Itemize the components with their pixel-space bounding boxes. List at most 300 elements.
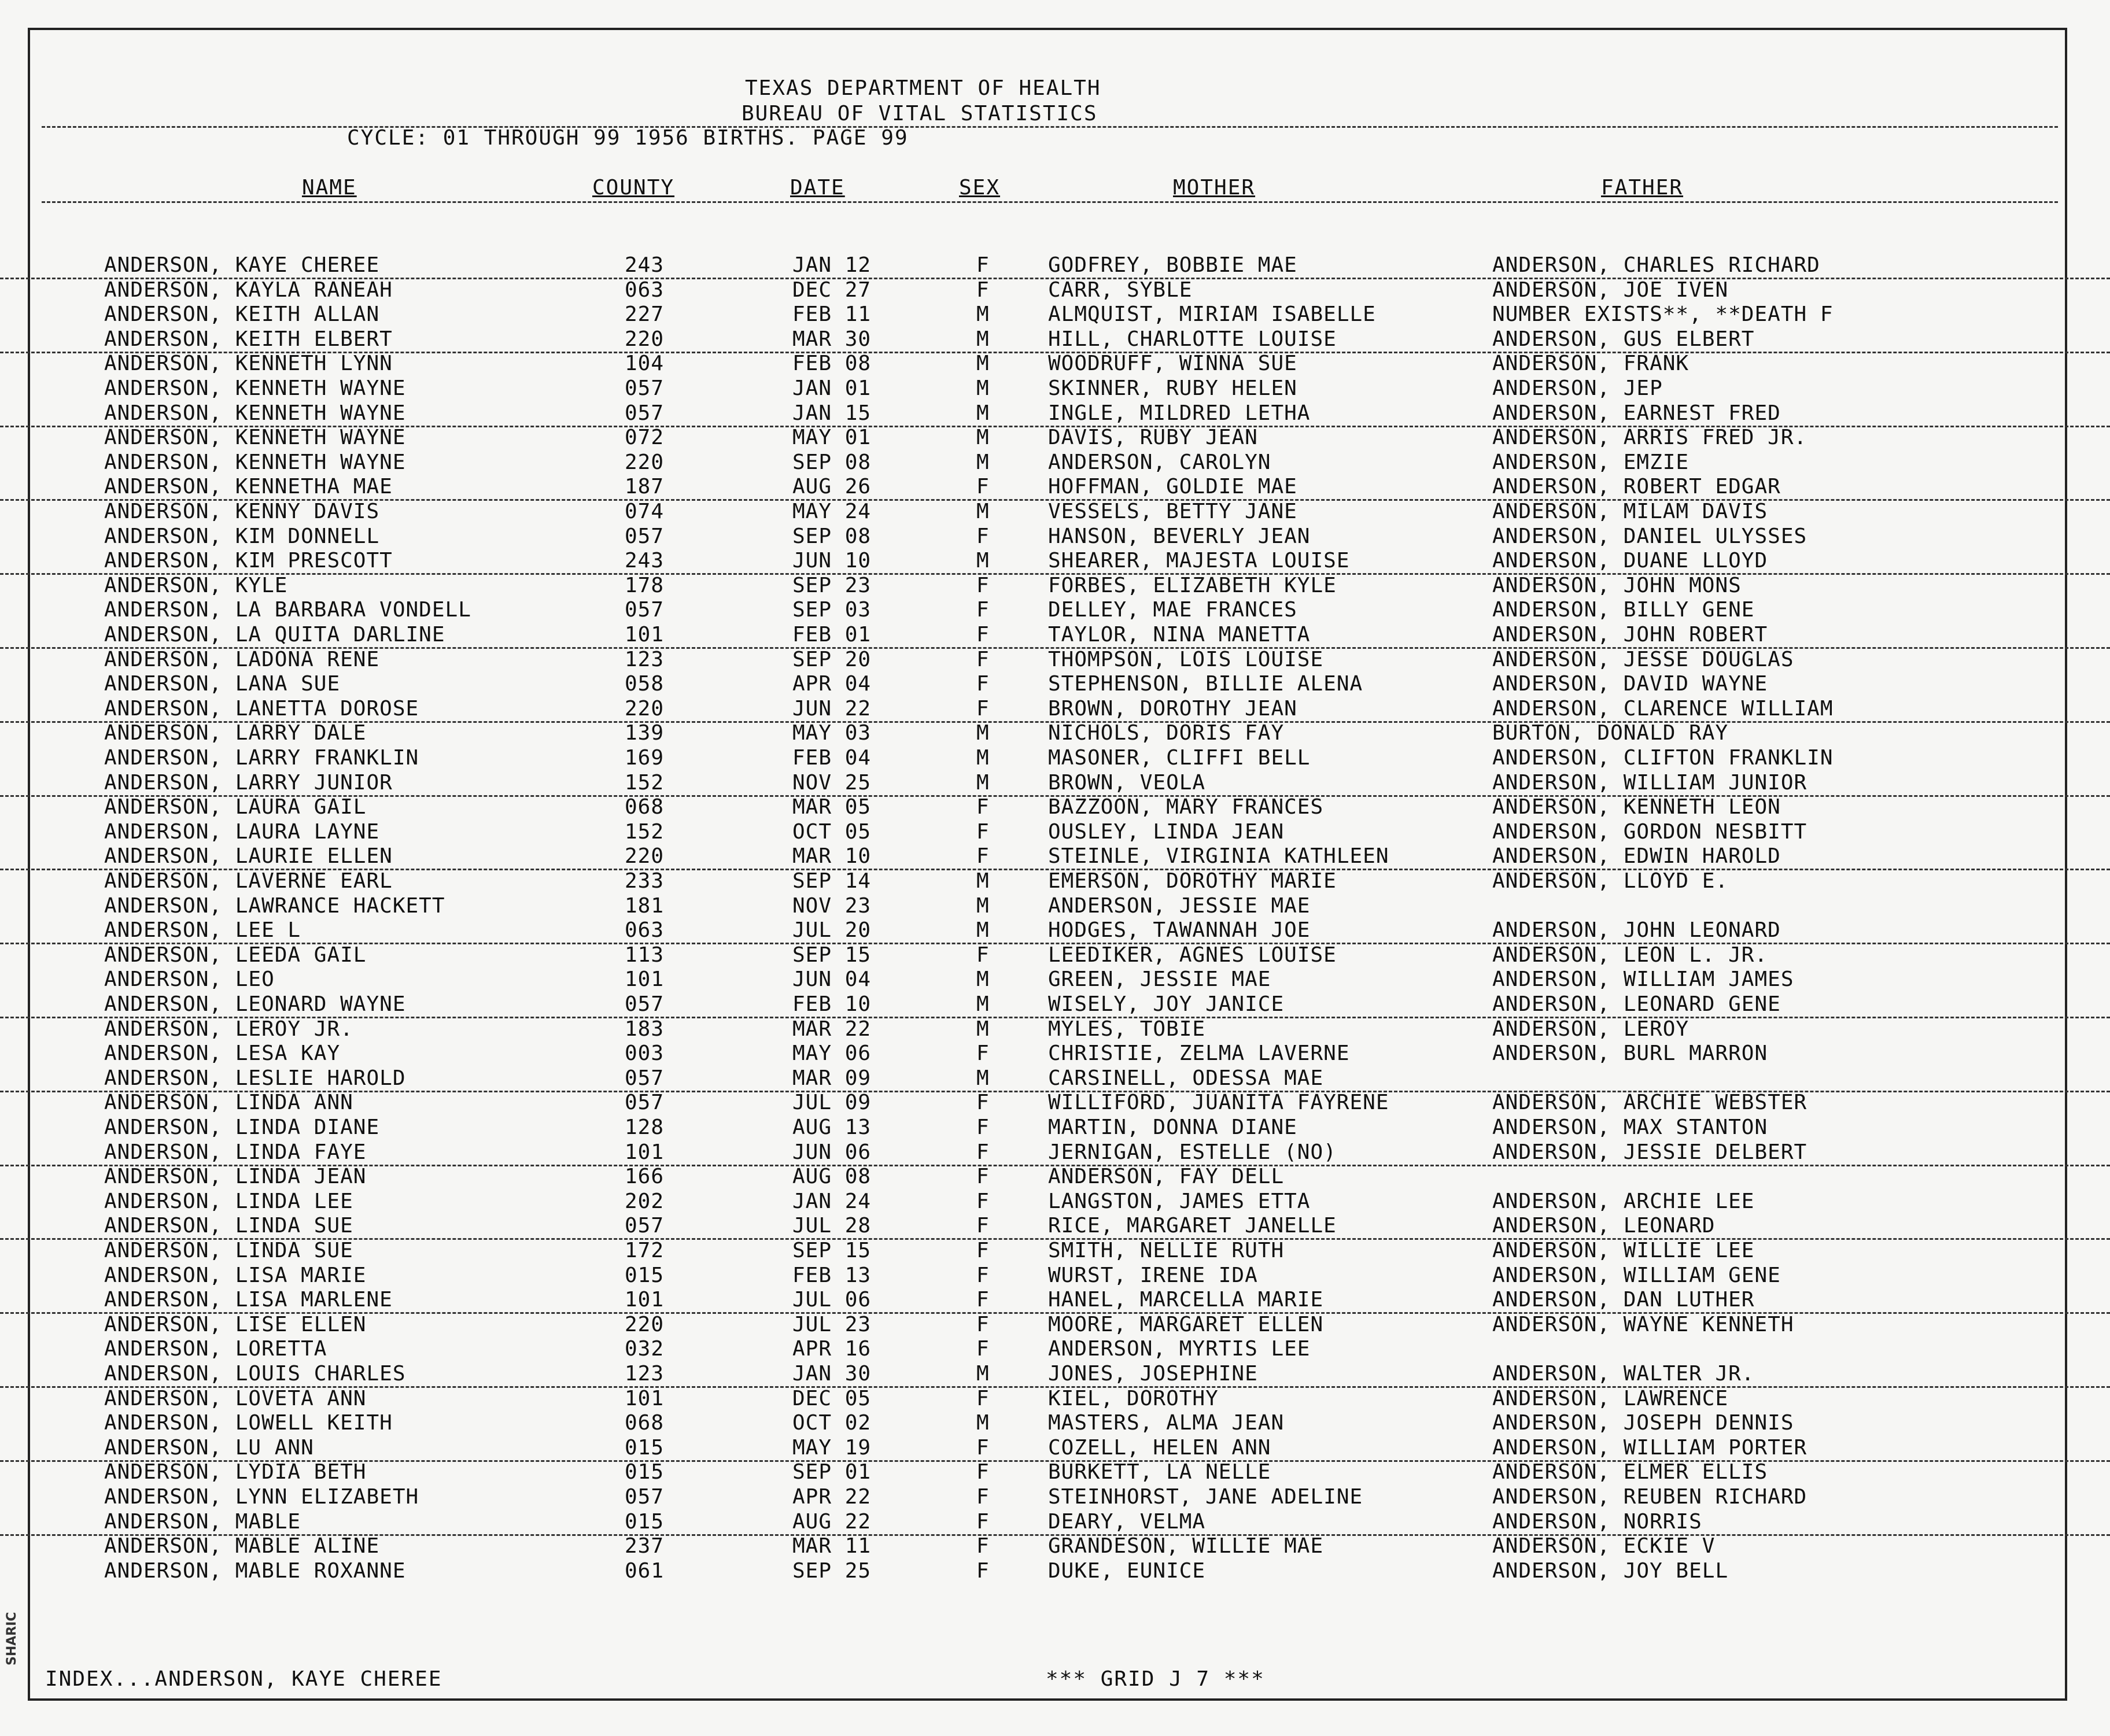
cell-sex: F xyxy=(976,647,990,671)
footer-grid: *** GRID J 7 *** xyxy=(1046,1667,1265,1691)
cell-father: ANDERSON, NORRIS xyxy=(1492,1509,1702,1534)
table-row xyxy=(0,1116,2110,1140)
table-row xyxy=(0,1288,2110,1314)
cell-date: NOV 25 xyxy=(792,770,872,795)
cell-sex: F xyxy=(976,1534,990,1558)
cell-sex: F xyxy=(976,1435,990,1460)
table-row xyxy=(0,253,2110,279)
cell-father: ANDERSON, CHARLES RICHARD xyxy=(1492,253,1820,277)
cell-sex: F xyxy=(976,1239,990,1262)
cell-sex: M xyxy=(976,549,990,573)
cell-sex: F xyxy=(976,623,990,647)
cell-mother: LEEDIKER, AGNES LOUISE xyxy=(1048,943,1337,967)
table-row xyxy=(0,771,2110,797)
table-row xyxy=(0,525,2110,549)
cell-date: APR 16 xyxy=(792,1337,872,1361)
cell-mother: WILLIFORD, JUANITA FAYRENE xyxy=(1048,1091,1389,1115)
cell-county: 183 xyxy=(625,1017,665,1041)
table-row xyxy=(0,302,2110,327)
cell-name: ANDERSON, KAYE CHEREE xyxy=(104,253,380,277)
cell-sex: F xyxy=(976,524,990,548)
table-row xyxy=(0,1140,2110,1166)
cell-name: ANDERSON, LYDIA BETH xyxy=(104,1460,367,1484)
cell-sex: M xyxy=(976,893,990,918)
cell-county: 220 xyxy=(625,844,665,869)
cell-name: ANDERSON, LINDA ANN xyxy=(104,1091,353,1115)
cell-sex: M xyxy=(976,327,990,351)
cell-father: ANDERSON, DAN LUTHER xyxy=(1492,1288,1755,1312)
cell-date: FEB 04 xyxy=(792,746,872,770)
cell-county: 072 xyxy=(625,426,665,450)
cell-county: 220 xyxy=(625,327,665,351)
cell-father: ANDERSON, DUANE LLOYD xyxy=(1492,549,1768,573)
cell-sex: M xyxy=(976,500,990,523)
cell-mother: ALMQUIST, MIRIAM ISABELLE xyxy=(1048,302,1376,327)
cell-date: JUL 06 xyxy=(792,1288,872,1312)
table-row xyxy=(0,894,2110,918)
cell-mother: ANDERSON, FAY DELL xyxy=(1048,1165,1285,1189)
cell-sex: M xyxy=(976,401,990,425)
cell-father: ANDERSON, KENNETH LEON xyxy=(1492,795,1781,819)
cell-father: ANDERSON, JOHN LEONARD xyxy=(1492,918,1781,943)
cell-date: OCT 02 xyxy=(792,1411,872,1435)
cell-mother: ANDERSON, JESSIE MAE xyxy=(1048,893,1311,918)
cell-mother: WOODRUFF, WINNA SUE xyxy=(1048,352,1297,376)
cell-mother: HOFFMAN, GOLDIE MAE xyxy=(1048,475,1297,499)
cell-sex: F xyxy=(976,1485,990,1509)
table-row xyxy=(0,1411,2110,1435)
cell-sex: F xyxy=(976,1263,990,1287)
cell-father: ANDERSON, JOHN ROBERT xyxy=(1492,623,1768,647)
table-row xyxy=(0,648,2110,672)
cell-name: ANDERSON, LOWELL KEITH xyxy=(104,1411,393,1435)
cell-mother: HILL, CHARLOTTE LOUISE xyxy=(1048,327,1337,351)
cell-father: ANDERSON, EDWIN HAROLD xyxy=(1492,844,1781,869)
cell-name: ANDERSON, LAURA GAIL xyxy=(104,795,367,819)
cell-county: 057 xyxy=(625,992,665,1016)
cell-mother: WURST, IRENE IDA xyxy=(1048,1263,1258,1287)
cell-date: SEP 08 xyxy=(792,524,872,548)
cell-father: ANDERSON, MILAM DAVIS xyxy=(1492,500,1768,523)
cell-date: JUL 09 xyxy=(792,1091,872,1115)
cell-name: ANDERSON, KENNETHA MAE xyxy=(104,475,393,499)
cell-county: 139 xyxy=(625,721,665,745)
cell-father: ANDERSON, WILLIAM JUNIOR xyxy=(1492,770,1807,795)
cell-mother: EMERSON, DOROTHY MARIE xyxy=(1048,869,1337,893)
cell-county: 169 xyxy=(625,746,665,770)
cell-date: FEB 13 xyxy=(792,1263,872,1287)
cell-name: ANDERSON, LARRY FRANKLIN xyxy=(104,746,419,770)
cell-mother: DELLEY, MAE FRANCES xyxy=(1048,598,1297,622)
cell-father: ANDERSON, EMZIE xyxy=(1492,450,1690,474)
cell-county: 101 xyxy=(625,623,665,647)
cell-father: ANDERSON, JOE IVEN xyxy=(1492,278,1729,302)
cell-date: JUN 10 xyxy=(792,549,872,573)
cell-mother: GRANDESON, WILLIE MAE xyxy=(1048,1534,1324,1558)
cell-county: 068 xyxy=(625,1411,665,1435)
cell-father: ANDERSON, GUS ELBERT xyxy=(1492,327,1755,351)
cell-name: ANDERSON, LEO xyxy=(104,967,275,992)
cell-father: ANDERSON, WILLIAM JAMES xyxy=(1492,967,1794,992)
cycle-line: CYCLE: 01 THROUGH 99 1956 BIRTHS. PAGE 99 xyxy=(347,126,909,150)
cell-name: ANDERSON, LADONA RENE xyxy=(104,647,380,671)
cell-father: ANDERSON, JOHN MONS xyxy=(1492,573,1742,597)
cell-father: BURTON, DONALD RAY xyxy=(1492,721,1729,745)
cell-father: ANDERSON, JOSEPH DENNIS xyxy=(1492,1411,1794,1435)
cell-date: MAY 01 xyxy=(792,426,872,450)
cell-father: ANDERSON, BILLY GENE xyxy=(1492,598,1755,622)
table-row xyxy=(0,1239,2110,1263)
cell-mother: BROWN, VEOLA xyxy=(1048,770,1206,795)
cell-date: SEP 15 xyxy=(792,943,872,967)
cell-father: ANDERSON, JESSIE DELBERT xyxy=(1492,1140,1807,1164)
cell-sex: M xyxy=(976,721,990,745)
table-row xyxy=(0,795,2110,819)
cell-father: ANDERSON, ARRIS FRED JR. xyxy=(1492,426,1807,450)
cell-sex: M xyxy=(976,1411,990,1435)
col-header-county: COUNTY xyxy=(592,176,675,200)
cell-sex: M xyxy=(976,992,990,1016)
table-row xyxy=(0,820,2110,844)
table-row xyxy=(0,1510,2110,1536)
cell-mother: DUKE, EUNICE xyxy=(1048,1558,1206,1583)
table-row xyxy=(0,943,2110,967)
cell-sex: F xyxy=(976,1116,990,1139)
cell-mother: SMITH, NELLIE RUTH xyxy=(1048,1239,1285,1262)
cell-date: SEP 08 xyxy=(792,450,872,474)
cell-mother: GREEN, JESSIE MAE xyxy=(1048,967,1271,992)
cell-county: 063 xyxy=(625,918,665,943)
cell-date: JAN 24 xyxy=(792,1189,872,1213)
cell-mother: JONES, JOSEPHINE xyxy=(1048,1362,1258,1386)
table-row xyxy=(0,327,2110,353)
cell-mother: RICE, MARGARET JANELLE xyxy=(1048,1214,1337,1238)
col-header-name: NAME xyxy=(302,176,357,200)
cell-date: MAR 11 xyxy=(792,1534,872,1558)
header-rule-2 xyxy=(42,201,2058,203)
cell-county: 057 xyxy=(625,524,665,548)
cell-sex: F xyxy=(976,1140,990,1164)
cell-county: 057 xyxy=(625,1485,665,1509)
cell-name: ANDERSON, KYLE xyxy=(104,573,288,597)
table-row xyxy=(0,844,2110,870)
table-row xyxy=(0,1436,2110,1462)
cell-name: ANDERSON, LAURA LAYNE xyxy=(104,819,380,844)
cell-name: ANDERSON, LARRY JUNIOR xyxy=(104,770,393,795)
cell-county: 101 xyxy=(625,967,665,992)
table-row xyxy=(0,1264,2110,1288)
cell-name: ANDERSON, KEITH ELBERT xyxy=(104,327,393,351)
cell-mother: ANDERSON, MYRTIS LEE xyxy=(1048,1337,1311,1361)
cell-mother: JERNIGAN, ESTELLE (NO) xyxy=(1048,1140,1337,1164)
cell-date: AUG 22 xyxy=(792,1509,872,1534)
cell-date: FEB 01 xyxy=(792,623,872,647)
cell-name: ANDERSON, KEITH ALLAN xyxy=(104,302,380,327)
cell-sex: M xyxy=(976,302,990,327)
cell-county: 152 xyxy=(625,819,665,844)
cell-name: ANDERSON, LANA SUE xyxy=(104,672,341,696)
table-row xyxy=(0,1190,2110,1214)
table-row xyxy=(0,1041,2110,1066)
cell-sex: M xyxy=(976,967,990,992)
table-row xyxy=(0,992,2110,1018)
cell-county: 172 xyxy=(625,1239,665,1262)
cell-county: 015 xyxy=(625,1460,665,1484)
cell-father: ANDERSON, CLARENCE WILLIAM xyxy=(1492,696,1834,721)
cell-mother: VESSELS, BETTY JANE xyxy=(1048,500,1297,523)
table-row xyxy=(0,1485,2110,1509)
cell-father: ANDERSON, LEONARD GENE xyxy=(1492,992,1781,1016)
cell-date: JAN 01 xyxy=(792,376,872,400)
cell-father: ANDERSON, LAWRENCE xyxy=(1492,1386,1729,1410)
cell-father: ANDERSON, WILLIE LEE xyxy=(1492,1239,1755,1262)
cell-father: ANDERSON, WALTER JR. xyxy=(1492,1362,1755,1386)
table-row xyxy=(0,1362,2110,1388)
cell-name: ANDERSON, LU ANN xyxy=(104,1435,314,1460)
cell-mother: THOMPSON, LOIS LOUISE xyxy=(1048,647,1324,671)
cell-sex: F xyxy=(976,1214,990,1238)
table-row xyxy=(0,376,2110,401)
cell-mother: CARSINELL, ODESSA MAE xyxy=(1048,1066,1324,1090)
header-line-1: TEXAS DEPARTMENT OF HEALTH xyxy=(745,76,1101,100)
cell-name: ANDERSON, LYNN ELIZABETH xyxy=(104,1485,419,1509)
cell-name: ANDERSON, LINDA LEE xyxy=(104,1189,353,1213)
cell-father: ANDERSON, ELMER ELLIS xyxy=(1492,1460,1768,1484)
cell-mother: ANDERSON, CAROLYN xyxy=(1048,450,1271,474)
cell-county: 074 xyxy=(625,500,665,523)
cell-father: ANDERSON, LEONARD xyxy=(1492,1214,1716,1238)
cell-name: ANDERSON, LINDA FAYE xyxy=(104,1140,367,1164)
cell-mother: STEINHORST, JANE ADELINE xyxy=(1048,1485,1363,1509)
cell-mother: OUSLEY, LINDA JEAN xyxy=(1048,819,1285,844)
cell-date: MAY 24 xyxy=(792,500,872,523)
cell-name: ANDERSON, KIM DONNELL xyxy=(104,524,380,548)
cell-mother: COZELL, HELEN ANN xyxy=(1048,1435,1271,1460)
cell-name: ANDERSON, MABLE ROXANNE xyxy=(104,1558,406,1583)
cell-mother: TAYLOR, NINA MANETTA xyxy=(1048,623,1311,647)
cell-sex: F xyxy=(976,1460,990,1484)
cell-name: ANDERSON, KENNETH WAYNE xyxy=(104,401,406,425)
cell-mother: GODFREY, BOBBIE MAE xyxy=(1048,253,1297,277)
cell-father: ANDERSON, WAYNE KENNETH xyxy=(1492,1312,1794,1336)
cell-sex: M xyxy=(976,869,990,893)
cell-date: MAY 03 xyxy=(792,721,872,745)
cell-mother: MASTERS, ALMA JEAN xyxy=(1048,1411,1285,1435)
cell-date: AUG 13 xyxy=(792,1116,872,1139)
cell-name: ANDERSON, KENNETH LYNN xyxy=(104,352,393,376)
cell-name: ANDERSON, LANETTA DOROSE xyxy=(104,696,419,721)
cell-date: JUL 20 xyxy=(792,918,872,943)
cell-county: 152 xyxy=(625,770,665,795)
cell-name: ANDERSON, MABLE ALINE xyxy=(104,1534,380,1558)
cell-date: AUG 08 xyxy=(792,1165,872,1189)
cell-sex: M xyxy=(976,1066,990,1090)
cell-sex: M xyxy=(976,376,990,400)
cell-date: JUL 23 xyxy=(792,1312,872,1336)
cell-mother: SHEARER, MAJESTA LOUISE xyxy=(1048,549,1350,573)
cell-county: 068 xyxy=(625,795,665,819)
cell-date: APR 22 xyxy=(792,1485,872,1509)
cell-name: ANDERSON, LINDA DIANE xyxy=(104,1116,380,1139)
cell-date: JUL 28 xyxy=(792,1214,872,1238)
cell-county: 061 xyxy=(625,1558,665,1583)
table-row xyxy=(0,1534,2110,1558)
cell-name: ANDERSON, LINDA SUE xyxy=(104,1239,353,1262)
cell-date: DEC 05 xyxy=(792,1386,872,1410)
cell-father: ANDERSON, WILLIAM GENE xyxy=(1492,1263,1781,1287)
table-row xyxy=(0,1017,2110,1041)
cell-mother: WISELY, JOY JANICE xyxy=(1048,992,1285,1016)
cell-sex: F xyxy=(976,1386,990,1410)
cell-county: 243 xyxy=(625,253,665,277)
cell-name: ANDERSON, LORETTA xyxy=(104,1337,327,1361)
cell-sex: F xyxy=(976,1041,990,1066)
cell-county: 015 xyxy=(625,1263,665,1287)
cell-sex: F xyxy=(976,1091,990,1115)
table-row xyxy=(0,623,2110,649)
table-row xyxy=(0,549,2110,575)
cell-mother: KIEL, DOROTHY xyxy=(1048,1386,1219,1410)
cell-sex: M xyxy=(976,352,990,376)
header-line-2: BUREAU OF VITAL STATISTICS xyxy=(742,102,1098,125)
cell-date: JAN 30 xyxy=(792,1362,872,1386)
cell-father: ANDERSON, ARCHIE WEBSTER xyxy=(1492,1091,1807,1115)
cell-sex: F xyxy=(976,1509,990,1534)
col-header-father: FATHER xyxy=(1601,176,1684,200)
cell-date: SEP 25 xyxy=(792,1558,872,1583)
cell-father: ANDERSON, JEP xyxy=(1492,376,1663,400)
cell-county: 057 xyxy=(625,1066,665,1090)
table-row xyxy=(0,1387,2110,1411)
cell-father: ANDERSON, JOY BELL xyxy=(1492,1558,1729,1583)
cell-sex: M xyxy=(976,1362,990,1386)
cell-sex: M xyxy=(976,770,990,795)
table-row xyxy=(0,401,2110,427)
cell-sex: F xyxy=(976,844,990,869)
cell-date: JAN 12 xyxy=(792,253,872,277)
cell-county: 057 xyxy=(625,1091,665,1115)
cell-father: ANDERSON, EARNEST FRED xyxy=(1492,401,1781,425)
cell-mother: NICHOLS, DORIS FAY xyxy=(1048,721,1285,745)
col-header-sex: SEX xyxy=(959,176,1001,200)
col-header-date: DATE xyxy=(790,176,845,200)
cell-mother: HANSON, BEVERLY JEAN xyxy=(1048,524,1311,548)
table-row xyxy=(0,574,2110,598)
cell-name: ANDERSON, LEEDA GAIL xyxy=(104,943,367,967)
cell-sex: F xyxy=(976,696,990,721)
cell-sex: F xyxy=(976,795,990,819)
cell-county: 128 xyxy=(625,1116,665,1139)
cell-father: ANDERSON, FRANK xyxy=(1492,352,1690,376)
footer-index: INDEX...ANDERSON, KAYE CHEREE xyxy=(45,1667,442,1691)
table-row xyxy=(0,475,2110,501)
cell-name: ANDERSON, LESA KAY xyxy=(104,1041,341,1066)
table-row xyxy=(0,1165,2110,1189)
cell-father: ANDERSON, MAX STANTON xyxy=(1492,1116,1768,1139)
table-row xyxy=(0,500,2110,524)
cell-father: ANDERSON, BURL MARRON xyxy=(1492,1041,1768,1066)
cell-county: 101 xyxy=(625,1386,665,1410)
cell-county: 123 xyxy=(625,1362,665,1386)
cell-father: ANDERSON, REUBEN RICHARD xyxy=(1492,1485,1807,1509)
cell-sex: M xyxy=(976,918,990,943)
cell-mother: MOORE, MARGARET ELLEN xyxy=(1048,1312,1324,1336)
table-row xyxy=(0,352,2110,376)
table-row xyxy=(0,967,2110,992)
cell-father: ANDERSON, CLIFTON FRANKLIN xyxy=(1492,746,1834,770)
cell-name: ANDERSON, LAVERNE EARL xyxy=(104,869,393,893)
cell-date: MAR 10 xyxy=(792,844,872,869)
cell-county: 104 xyxy=(625,352,665,376)
table-row xyxy=(0,697,2110,723)
cell-name: ANDERSON, KENNETH WAYNE xyxy=(104,450,406,474)
cell-father: NUMBER EXISTS**, **DEATH F xyxy=(1492,302,1834,327)
cell-name: ANDERSON, LARRY DALE xyxy=(104,721,367,745)
cell-sex: F xyxy=(976,253,990,277)
cell-county: 233 xyxy=(625,869,665,893)
cell-county: 057 xyxy=(625,1214,665,1238)
cell-father: ANDERSON, JESSE DOUGLAS xyxy=(1492,647,1794,671)
cell-date: MAY 19 xyxy=(792,1435,872,1460)
cell-sex: M xyxy=(976,1017,990,1041)
cell-sex: F xyxy=(976,278,990,302)
cell-county: 202 xyxy=(625,1189,665,1213)
cell-mother: MASONER, CLIFFI BELL xyxy=(1048,746,1311,770)
table-row xyxy=(0,672,2110,696)
cell-date: SEP 20 xyxy=(792,647,872,671)
cell-mother: CARR, SYBLE xyxy=(1048,278,1193,302)
cell-sex: F xyxy=(976,573,990,597)
cell-mother: LANGSTON, JAMES ETTA xyxy=(1048,1189,1311,1213)
table-row xyxy=(0,1313,2110,1337)
cell-date: DEC 27 xyxy=(792,278,872,302)
cell-sex: F xyxy=(976,943,990,967)
cell-date: SEP 14 xyxy=(792,869,872,893)
cell-father: ANDERSON, LEROY xyxy=(1492,1017,1690,1041)
cell-name: ANDERSON, LEONARD WAYNE xyxy=(104,992,406,1016)
cell-name: ANDERSON, LAURIE ELLEN xyxy=(104,844,393,869)
cell-date: AUG 26 xyxy=(792,475,872,499)
table-row xyxy=(0,746,2110,770)
cell-date: FEB 11 xyxy=(792,302,872,327)
cell-sex: F xyxy=(976,475,990,499)
table-row xyxy=(0,598,2110,622)
cell-county: 003 xyxy=(625,1041,665,1066)
cell-sex: M xyxy=(976,746,990,770)
cell-county: 015 xyxy=(625,1435,665,1460)
table-row xyxy=(0,278,2110,302)
cell-date: MAR 05 xyxy=(792,795,872,819)
side-label: SHARIC xyxy=(5,1612,19,1665)
cell-county: 101 xyxy=(625,1288,665,1312)
cell-name: ANDERSON, LISA MARLENE xyxy=(104,1288,393,1312)
cell-county: 220 xyxy=(625,696,665,721)
cell-date: MAR 30 xyxy=(792,327,872,351)
cell-county: 187 xyxy=(625,475,665,499)
cell-mother: MARTIN, DONNA DIANE xyxy=(1048,1116,1297,1139)
cell-name: ANDERSON, LISE ELLEN xyxy=(104,1312,367,1336)
table-row xyxy=(0,1066,2110,1092)
cell-name: ANDERSON, LEROY JR. xyxy=(104,1017,353,1041)
cell-date: JUN 04 xyxy=(792,967,872,992)
cell-mother: INGLE, MILDRED LETHA xyxy=(1048,401,1311,425)
cell-name: ANDERSON, LA QUITA DARLINE xyxy=(104,623,445,647)
col-header-mother: MOTHER xyxy=(1173,176,1256,200)
cell-mother: MYLES, TOBIE xyxy=(1048,1017,1206,1041)
cell-county: 057 xyxy=(625,376,665,400)
cell-father: ANDERSON, DAVID WAYNE xyxy=(1492,672,1768,696)
cell-county: 015 xyxy=(625,1509,665,1534)
